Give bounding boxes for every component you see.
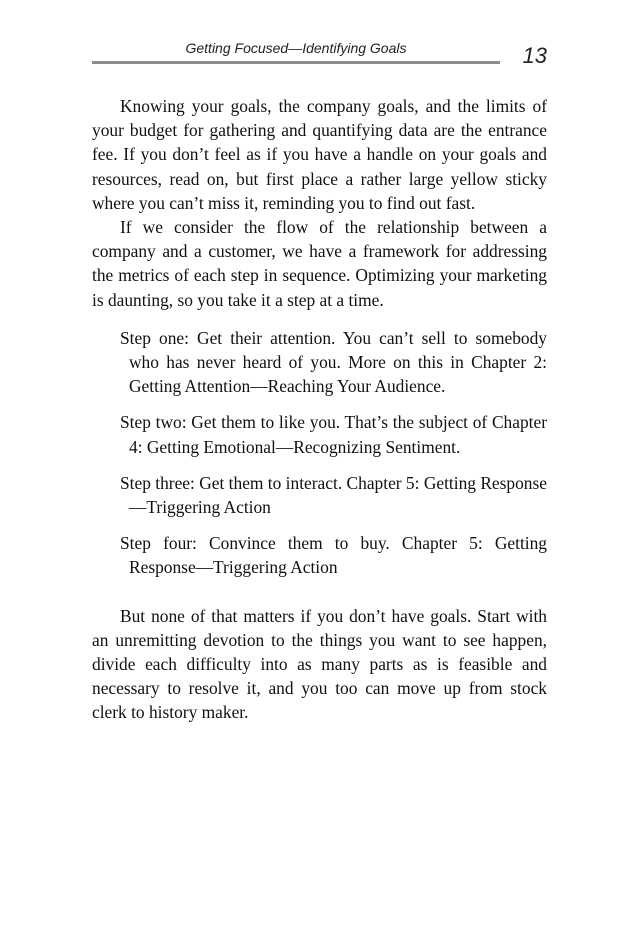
step-one: Step one: Get their attention. You can’t sell to somebody who has never heard of you. More on this in Chapter 2: Getting Attention—Reaching Your Audience. (120, 327, 547, 397)
step-two: Step two: Get them to like you. That’s the subject of Chapter 4: Getting Emotional—Recognizing Sentiment. (120, 412, 547, 457)
running-title: Getting Focused—Identifying Goals (185, 40, 407, 56)
paragraph-closing: But none of that matters if you don’t have goals. Start with an unremitting devotion to the things you want to see happen, divide each difficulty into as many parts as is feasible and necessary to resolve it, and you too can move up from stock clerk to history maker. (92, 605, 547, 723)
paragraph-goals: Knowing your goals, the company goals, and the limits of your budget for gathering and quantifying data are the entrance fee. If you don’t feel as if you have a handle on your goals and resources, read on, but first place a rather large yellow sticky where you can’t miss it, reminding you to find out fast. (92, 96, 547, 213)
step-three: Step three: Get them to interact. Chapter 5: Getting Response—Triggering Action (120, 472, 547, 518)
step-four: Step four: Convince them to buy. Chapter 5: Getting Response—Triggering Action (120, 533, 547, 578)
steps-list (92, 326, 547, 580)
header-rule (92, 61, 500, 64)
page-header (92, 40, 547, 72)
page-number: 13 (522, 43, 547, 68)
paragraph-framework: If we consider the flow of the relationship between a company and a customer, we have a framework for addressing the metrics of each step in sequence. Optimizing your marketing is daunting, so you take it a step at a time. (92, 217, 547, 310)
body-text (92, 94, 547, 725)
